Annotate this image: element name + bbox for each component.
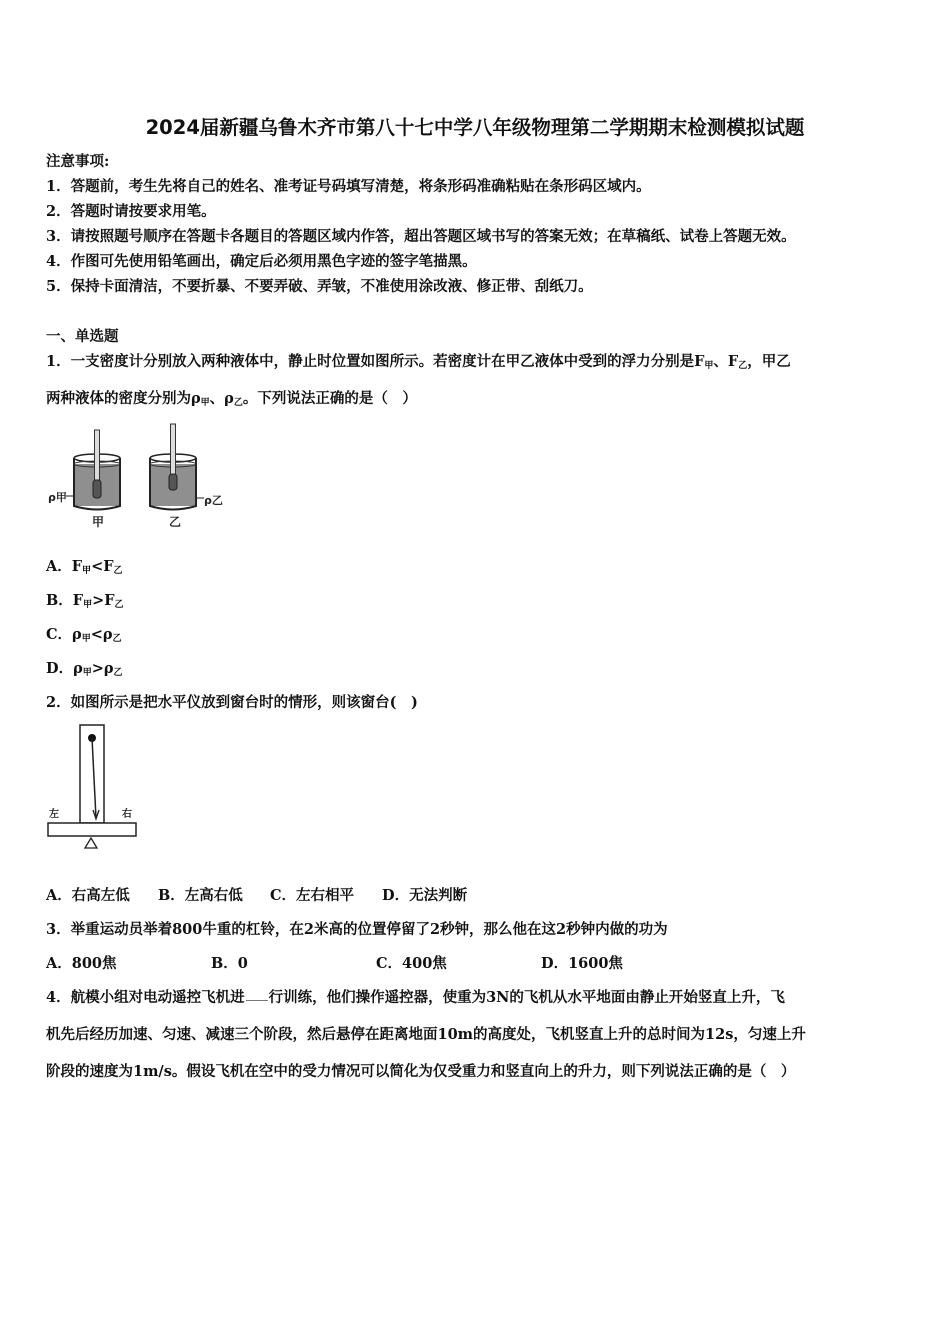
option-text: >F (92, 592, 115, 609)
subscript: 甲 (82, 668, 92, 678)
q2-option-c: C．左右相平 (270, 887, 355, 904)
underline-mark (246, 988, 268, 1001)
option-text: <F (91, 558, 114, 575)
section-heading: 一、单选题 (46, 328, 119, 345)
q1-option-a (46, 557, 123, 581)
q1-option-d (46, 659, 123, 683)
hydrometer-figure (46, 422, 230, 534)
caption-yi: 乙 (169, 515, 182, 529)
q3-stem: 3．举重运动员举着800牛重的杠铃，在2米高的位置停留了2秒钟，那么他在这2秒钟内做的功为 (46, 921, 668, 938)
q1-text: 1．一支密度计分别放入两种液体中，静止时位置如图所示。若密度计在甲乙液体中受到的浮力分别是F (46, 353, 705, 370)
q1-text: 。下列说法正确的是（ ） (242, 390, 417, 407)
notice-item: 2．答题时请按要求用笔。 (46, 203, 216, 220)
notice-item: 3．请按照题号顺序在答题卡各题目的答题区域内作答，超出答题区域书写的答案无效；在草稿纸、试卷上答题无效。 (46, 228, 796, 245)
label-rho-yi: ρ乙 (204, 494, 223, 507)
option-text: B．F (46, 592, 84, 609)
subscript: 乙 (114, 600, 124, 610)
q1-stem-line2 (46, 389, 417, 413)
q2-stem: 2．如图所示是把水平仪放到窗台时的情形，则该窗台( ) (46, 694, 418, 711)
subscript: 乙 (738, 361, 748, 371)
subscript: 乙 (233, 398, 243, 408)
q4-stem-line3: 阶段的速度为1m/s。假设飞机在空中的受力情况可以简化为仅受重力和竖直向上的升力，则下列说法正确的是（ ） (46, 1063, 796, 1080)
subscript: 乙 (112, 634, 122, 644)
q1-stem-line1 (46, 352, 791, 376)
subscript: 乙 (113, 566, 123, 576)
subscript: 甲 (81, 634, 91, 644)
label-rho-jia: ρ甲 (48, 491, 67, 504)
q2-option-a: A．右高左低 (46, 887, 130, 904)
q1-text: ，甲乙 (747, 353, 791, 370)
q4-stem-line1 (46, 988, 785, 1008)
hydrometer-jia (95, 430, 100, 480)
q2-option-d: D．无法判断 (382, 887, 468, 904)
q1-text: 两种液体的密度分别为ρ (46, 390, 201, 407)
windowsill (48, 823, 136, 836)
q2-options (46, 886, 467, 906)
subscript: 甲 (704, 361, 714, 371)
plumb-line (92, 738, 96, 818)
pivot-triangle (85, 838, 97, 848)
q2-option-b: B．左高右低 (158, 887, 243, 904)
q1-text: 、F (713, 353, 739, 370)
caption-jia: 甲 (92, 515, 105, 529)
page-title: 2024届新疆乌鲁木齐市第八十七中学八年级物理第二学期期末检测模拟试题 (145, 116, 805, 139)
option-text: D．ρ (46, 660, 83, 677)
q3-option-a: A．800焦 (46, 955, 117, 972)
notice-item: 4．作图可先使用铅笔画出，确定后必须用黑色字迹的签字笔描黑。 (46, 253, 477, 270)
notice-item: 5．保持卡面清洁，不要折暴、不要弄破、弄皱，不准使用涂改液、修正带、刮纸刀。 (46, 278, 593, 295)
q3-option-c: C．400焦 (376, 955, 447, 972)
level-figure (44, 722, 144, 854)
label-right: 右 (122, 809, 132, 820)
q4-text: 行训练，他们操作遥控器，使重为3N的飞机从水平地面由静止开始竖直上升，飞 (268, 989, 785, 1006)
subscript: 甲 (82, 566, 92, 576)
q1-text: 、ρ (209, 390, 234, 407)
option-text: <ρ (90, 626, 113, 643)
option-text: C．ρ (46, 626, 82, 643)
notice-heading: 注意事项: (46, 153, 110, 170)
q4-stem-line2: 机先后经历加速、匀速、减速三个阶段，然后悬停在距离地面10m的高度处，飞机竖直上升的总时间为12s，匀速上升 (46, 1026, 806, 1043)
subscript: 甲 (83, 600, 93, 610)
q1-option-c (46, 625, 122, 649)
q1-option-b (46, 591, 124, 615)
q3-options (46, 954, 623, 974)
hydrometer-yi (171, 424, 176, 476)
label-left: 左 (49, 809, 59, 820)
q3-option-d: D．1600焦 (541, 955, 623, 972)
subscript: 乙 (113, 668, 123, 678)
q3-option-b: B．0 (211, 955, 248, 972)
subscript: 甲 (200, 398, 210, 408)
q4-text: 4．航模小组对电动遥控飞机进 (46, 989, 245, 1006)
beaker-yi (150, 424, 204, 510)
option-text: >ρ (91, 660, 114, 677)
option-text: A．F (46, 558, 83, 575)
notice-item: 1．答题前，考生先将自己的姓名、准考证号码填写清楚，将条形码准确粘贴在条形码区域内。 (46, 178, 651, 195)
beaker-jia (66, 430, 120, 510)
